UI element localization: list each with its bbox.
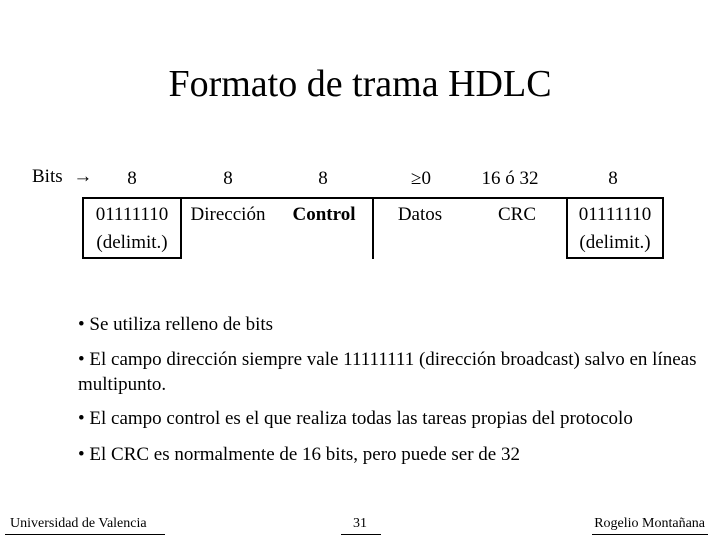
field-address: Dirección bbox=[190, 204, 266, 225]
field-control: Control bbox=[292, 204, 356, 225]
bit-size-data: ≥0 bbox=[411, 168, 431, 189]
bit-size-address: 8 bbox=[223, 168, 233, 189]
field-flag-end-value: 01111110 bbox=[578, 204, 652, 225]
right-arrow-icon: → bbox=[73, 166, 93, 187]
field-flag-end-note: (delimit.) bbox=[579, 232, 651, 253]
footer-left-underline bbox=[5, 534, 165, 535]
field-crc: CRC bbox=[497, 204, 537, 225]
page-number: 31 bbox=[353, 516, 367, 531]
bit-size-flag-start: 8 bbox=[127, 168, 137, 189]
bullet-control-field: • El campo control es el que realiza todas las tareas propias del protocolo bbox=[78, 408, 633, 429]
bits-label bbox=[32, 166, 92, 188]
bit-size-control: 8 bbox=[318, 168, 328, 189]
footer-right-underline bbox=[592, 534, 708, 535]
field-flag-end bbox=[568, 204, 662, 254]
divider-flag-address bbox=[180, 197, 182, 259]
bits-label-text: Bits bbox=[32, 166, 63, 187]
frame-bottom-border-left bbox=[82, 257, 182, 259]
field-data: Datos bbox=[397, 204, 443, 225]
frame-bottom-border-right bbox=[566, 257, 664, 259]
bullet-crc: • El CRC es normalmente de 16 bits, pero puede ser de 32 bbox=[78, 444, 520, 465]
page-number-underline bbox=[341, 534, 381, 535]
field-flag-start bbox=[84, 204, 180, 254]
bullet-bit-stuffing: • Se utiliza relleno de bits bbox=[78, 314, 274, 335]
slide-title: Formato de trama HDLC bbox=[168, 63, 552, 105]
footer-left-text: Universidad de Valencia bbox=[10, 516, 147, 531]
bit-size-flag-end: 8 bbox=[608, 168, 618, 189]
bullet-address-field: • El campo dirección siempre vale 11111111 (dirección broadcast) salvo en líneas multipunto. bbox=[78, 349, 697, 395]
field-flag-start-value: 01111110 bbox=[95, 204, 169, 225]
field-flag-start-note: (delimit.) bbox=[96, 232, 168, 253]
bit-size-crc: 16 ó 32 bbox=[481, 168, 539, 189]
footer-right-text: Rogelio Montañana bbox=[594, 516, 705, 531]
frame-right-border bbox=[662, 197, 664, 259]
